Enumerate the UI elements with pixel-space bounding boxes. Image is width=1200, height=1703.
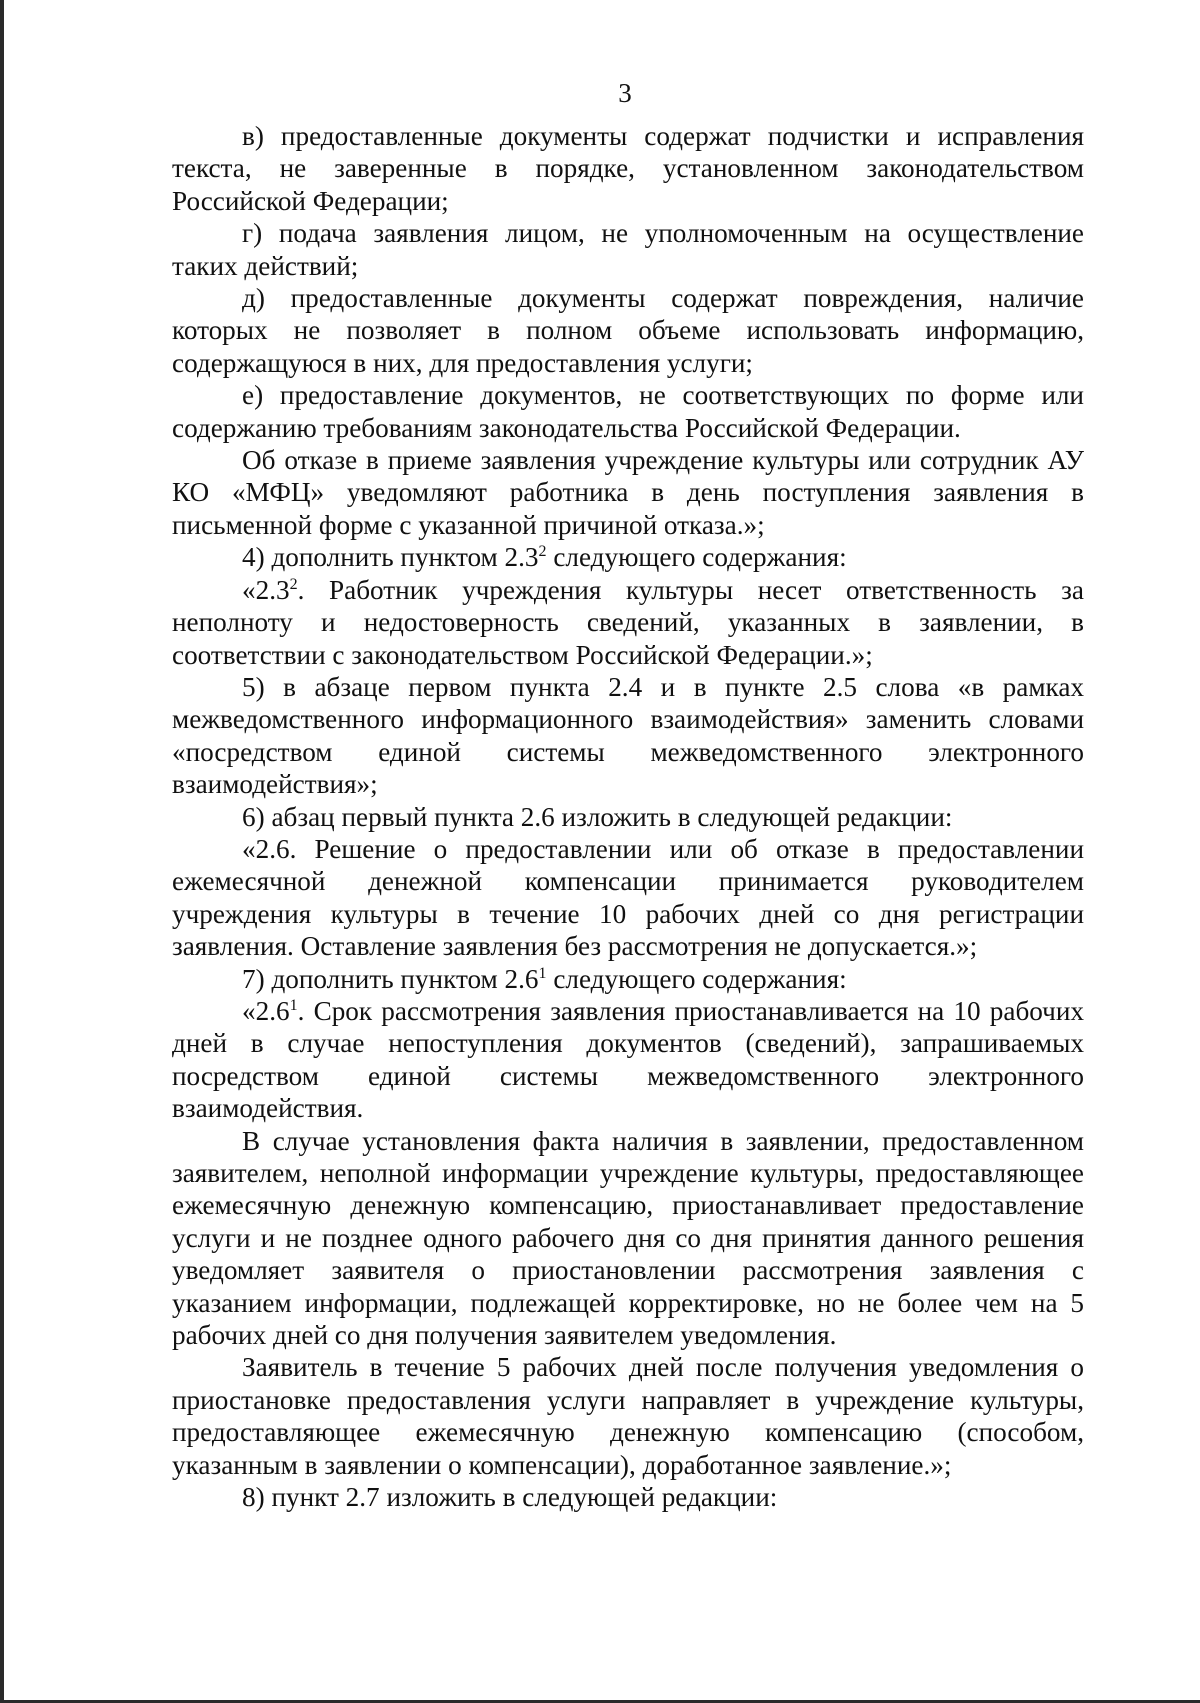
paragraph-item-4: 4) дополнить пунктом $2.3^2$ следующего содержания:	[242, 542, 847, 573]
paragraph-2-6: «2.6. Решение о предоставлении или об отказе в предоставлении ежемесячной денежной компенсации принимается руководителем учреждения культуры в течение 10 рабочих дней со дня регистрации заявления. Оставление заявления без рассмотрения не допускается.»;	[172, 833, 1084, 962]
document-body	[172, 120, 1084, 1513]
paragraph-incomplete-info: В случае установления факта наличия в заявлении, предоставленном заявителем, неполной информации учреждение культуры, предоставляющее ежемесячную денежную компенсацию, приостанавливает предоставление услуги и не позднее одного рабочего дня со дня принятия данного решения уведомляет заявителя о приостановлении рассмотрения заявления с указанием информации, подлежащей корректировке, но не более чем на 5 рабочих дней со дня получения заявителем уведомления.	[172, 1125, 1084, 1351]
paragraph-2-3-2: «$2.3^2$. Работник учреждения культуры несет ответственность за неполноту и недостоверность сведений, указанных в заявлении, в соответствии с законодательством Российской Федерации.»;	[172, 574, 1084, 670]
page-number: 3	[618, 78, 632, 108]
paragraph-item-8: 8) пункт 2.7 изложить в следующей редакции:	[242, 1482, 778, 1513]
paragraph-refusal-notice: Об отказе в приеме заявления учреждение культуры или сотрудник АУ КО «МФЦ» уведомляют работника в день поступления заявления в письменной форме с указанной причиной отказа.»;	[172, 445, 1084, 540]
paragraph-v: в) предоставленные документы содержат подчистки и исправления текста, не заверенные в порядке, установленном законодательством Российской Федерации;	[172, 121, 1084, 216]
paragraph-e: е) предоставление документов, не соответствующих по форме или содержанию требованиям законодательства Российской Федерации.	[172, 380, 1084, 443]
paragraph-applicant-resubmit: Заявитель в течение 5 рабочих дней после получения уведомления о приостановке предоставления услуги направляет в учреждение культуры, предоставляющее ежемесячную денежную компенсацию (способом, указанным в заявлении о компенсации), доработанное заявление.»;	[172, 1352, 1084, 1480]
paragraph-item-5: 5) в абзаце первом пункта 2.4 и в пункте 2.5 слова «в рамках межведомственного информационного взаимодействия» заменить словами «посредством единой системы межведомственного электронного взаимодействия»;	[172, 671, 1084, 800]
paragraph-item-7: 7) дополнить пунктом $2.6^1$ следующего содержания:	[242, 963, 847, 994]
paragraph-2-6-1: «$2.6^1$. Срок рассмотрения заявления приостанавливается на 10 рабочих дней в случае непоступления документов (сведений), запрашиваемых посредством единой системы межведомственного электронного взаимодействия.	[172, 995, 1084, 1124]
paragraph-g: г) подача заявления лицом, не уполномоченным на осуществление таких действий;	[172, 218, 1084, 281]
scan-left-edge	[0, 0, 4, 1703]
paragraph-item-6: 6) абзац первый пункта 2.6 изложить в следующей редакции:	[242, 801, 953, 832]
paragraph-d: д) предоставленные документы содержат повреждения, наличие которых не позволяет в полном объеме использовать информацию, содержащуюся в них, для предоставления услуги;	[172, 283, 1084, 378]
